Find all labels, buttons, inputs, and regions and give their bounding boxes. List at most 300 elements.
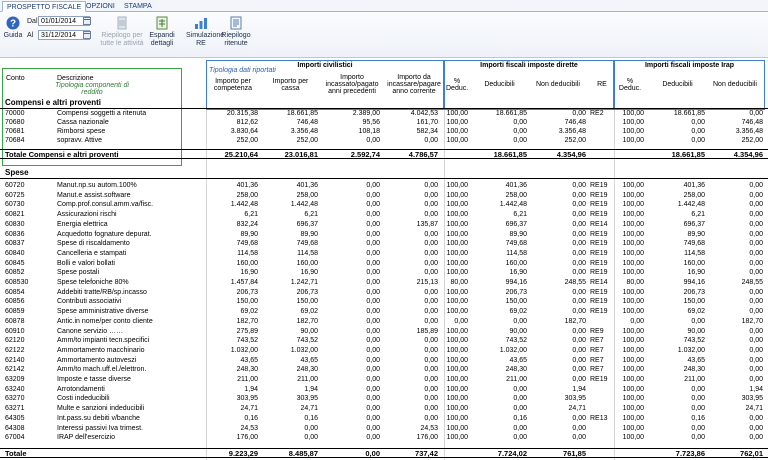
re-cell: RE19 <box>590 182 608 189</box>
cassa-cell: 0,00 <box>304 434 318 442</box>
non-deducibili-header: Non deducibili <box>536 81 580 88</box>
date-from-field[interactable]: 01/01/2014 <box>38 16 90 26</box>
incassato-cell: 108,18 <box>358 128 380 135</box>
daincassare-cell: 0,00 <box>424 288 438 296</box>
deducibili-cell: 0,00 <box>513 385 527 393</box>
deducibili-cell: 150,00 <box>505 298 527 306</box>
non-deducibili-irap-cell: 0,00 <box>749 249 763 257</box>
non-deducibili-irap-cell: 0,00 <box>749 220 763 228</box>
perc-irap-cell: 0,00 <box>630 317 644 325</box>
non-deducibili-cell: 0,00 <box>572 376 586 383</box>
table-row[interactable] <box>0 394 768 403</box>
incassato-cell: 0,00 <box>366 366 380 374</box>
table-row[interactable] <box>0 118 768 127</box>
table-row[interactable] <box>0 336 768 345</box>
conto-cell: 60852 <box>5 269 25 277</box>
table-row[interactable] <box>0 191 768 200</box>
expand-icon <box>155 16 169 30</box>
incassato-cell: 0,00 <box>366 279 380 286</box>
non-deducibili-irap-header: Non deducibili <box>713 81 757 88</box>
daincassare-cell: 0,00 <box>424 366 438 374</box>
cassa-cell: 303,95 <box>296 395 318 403</box>
perc-irap-cell: 100,00 <box>622 288 644 296</box>
table-row[interactable] <box>0 385 768 394</box>
espandi-dettagli-button[interactable] <box>148 16 176 48</box>
perc-cell: 100,00 <box>446 434 468 442</box>
conto-cell: 70680 <box>5 119 25 126</box>
civilistici-title: Importi civilistici <box>297 62 353 69</box>
non-deducibili-cell: 0,00 <box>572 308 586 316</box>
incassato-cell: 0,00 <box>366 327 380 335</box>
competenza-cell: 150,00 <box>236 298 258 306</box>
non-deducibili-cell: 0,00 <box>572 269 586 277</box>
competenza-cell: 401,36 <box>236 182 258 189</box>
non-deducibili-irap-cell: 252,00 <box>741 137 763 144</box>
non-deducibili-cell: 0,00 <box>572 356 586 364</box>
re-cell: RE19 <box>590 376 608 383</box>
deducibili-irap-cell: 1.032,00 <box>677 346 705 354</box>
perc-irap-header-1: % <box>626 78 634 85</box>
conto-cell: 60878 <box>5 317 25 325</box>
cassa-header-2: cassa <box>281 85 300 92</box>
conto-cell: 63209 <box>5 376 25 383</box>
descrizione-cell: Antic.in nome/per conto cliente <box>57 317 153 325</box>
incassato-cell: 0,00 <box>366 376 380 383</box>
deducibili-cell: 114,58 <box>506 249 527 257</box>
conto-cell: 62140 <box>5 356 25 364</box>
tot-deducibili-irap: 7.723,86 <box>675 449 705 458</box>
table-row[interactable] <box>0 220 768 229</box>
re-cell: RE19 <box>590 288 608 296</box>
dirette-title: Importi fiscali imposte dirette <box>480 62 578 69</box>
conto-cell: 62122 <box>5 346 25 354</box>
riepilogo-attivita-button[interactable] <box>97 16 147 48</box>
perc-irap-cell: 100,00 <box>622 298 644 306</box>
deducibili-irap-cell: 0,00 <box>691 405 705 413</box>
daincassare-cell: 0,00 <box>424 376 438 383</box>
perc-irap-cell: 100,00 <box>622 119 644 126</box>
table-row[interactable] <box>0 239 768 248</box>
incassato-header-1: Importo <box>340 74 364 81</box>
descrizione-cell: Costi indeducibili <box>57 395 110 403</box>
non-deducibili-irap-cell: 0,00 <box>749 240 763 248</box>
conto-cell: 63240 <box>5 385 25 393</box>
perc-irap-cell: 100,00 <box>622 137 644 144</box>
perc-cell: 100,00 <box>446 191 468 199</box>
deducibili-cell: 749,68 <box>505 240 527 248</box>
re-cell: RE13 <box>590 414 608 422</box>
cassa-cell: 1.032,00 <box>290 346 318 354</box>
descrizione-cell: Amm/to impianti tecn.specifici <box>57 337 150 345</box>
deducibili-irap-cell: 258,00 <box>683 191 705 199</box>
deducibili-cell: 0,00 <box>513 395 527 403</box>
non-deducibili-cell: 0,00 <box>572 366 586 374</box>
tab-opzioni[interactable]: OPZIONI <box>86 3 115 10</box>
perc-irap-cell: 100,00 <box>622 220 644 228</box>
table-row[interactable] <box>0 404 768 413</box>
conto-cell: 67004 <box>5 434 25 442</box>
perc-cell: 100,00 <box>446 201 468 209</box>
perc-irap-cell: 100,00 <box>622 356 644 364</box>
descrizione-cell: Amm/to mach.uff.el./elettron. <box>57 366 147 374</box>
daincassare-cell: 0,00 <box>424 346 438 354</box>
perc-cell: 100,00 <box>446 259 468 267</box>
totale-spese-row <box>0 448 768 458</box>
incassato-cell: 95,56 <box>362 119 380 126</box>
cassa-cell: 1.242,71 <box>290 279 318 286</box>
daincassare-cell: 0,00 <box>424 240 438 248</box>
perc-irap-cell: 100,00 <box>622 201 644 209</box>
tot-incassato: 0,00 <box>365 449 380 458</box>
perc-irap-cell: 100,00 <box>622 346 644 354</box>
perc-cell: 100,00 <box>446 376 468 383</box>
competenza-cell: 1.032,00 <box>230 346 258 354</box>
non-deducibili-cell: 0,00 <box>572 414 586 422</box>
non-deducibili-irap-cell: 0,00 <box>749 288 763 296</box>
simulation-icon <box>194 16 208 30</box>
table-row[interactable] <box>0 346 768 355</box>
competenza-cell: 24,71 <box>240 405 258 413</box>
conto-cell: 60836 <box>5 230 25 238</box>
tot-non-deducibili-irap: 762,01 <box>740 449 763 458</box>
perc-irap-header-2: Deduc. <box>618 85 642 92</box>
deducibili-irap-cell: 749,68 <box>683 240 705 248</box>
incassato-cell: 0,00 <box>366 240 380 248</box>
totale-label: Totale <box>5 449 27 458</box>
perc-cell: 100,00 <box>446 356 468 364</box>
re-cell: RE14 <box>590 279 608 286</box>
deducibili-cell: 1.032,00 <box>499 346 527 354</box>
daincassare-cell: 0,00 <box>424 317 438 325</box>
non-deducibili-irap-cell: 0,00 <box>749 259 763 267</box>
deducibili-cell: 258,00 <box>505 191 527 199</box>
descrizione-cell: Interessi passivi Iva trimest. <box>57 424 143 432</box>
non-deducibili-irap-cell: 182,70 <box>741 317 763 325</box>
descrizione-cell: sopravv. Attive <box>57 137 103 144</box>
guida-button[interactable] <box>3 16 23 40</box>
deducibili-cell: 696,37 <box>505 220 527 228</box>
daincassare-cell: 185,89 <box>416 327 438 335</box>
deducibili-irap-cell: 401,36 <box>683 182 705 189</box>
competenza-cell: 176,00 <box>236 434 258 442</box>
descrizione-cell: Comp.prof.consul.amm.va/fisc. <box>57 201 154 209</box>
re-cell: RE7 <box>590 337 604 345</box>
non-deducibili-irap-cell: 303,95 <box>741 395 763 403</box>
non-deducibili-cell: 0,00 <box>572 110 586 117</box>
descrizione-cell: Energia elettrica <box>57 220 108 228</box>
non-deducibili-irap-cell: 0,00 <box>749 182 763 189</box>
section-underline <box>0 178 768 179</box>
competenza-cell: 69,02 <box>240 308 258 316</box>
riepilogo-label-1: Riepilogo per <box>101 32 143 39</box>
incassato-cell: 0,00 <box>366 356 380 364</box>
re-cell: RE19 <box>590 240 608 248</box>
deducibili-cell: 16,90 <box>509 269 527 277</box>
perc-irap-cell: 100,00 <box>622 366 644 374</box>
deducibili-irap-cell: 0,00 <box>691 128 705 135</box>
perc-cell: 100,00 <box>446 269 468 277</box>
espandi-label-1: Espandi <box>149 32 175 39</box>
non-deducibili-irap-cell: 0,00 <box>749 191 763 199</box>
conto-cell: 60837 <box>5 240 25 248</box>
perc-irap-cell: 100,00 <box>622 110 644 117</box>
descrizione-cell: Int.pass.su debiti v/banche <box>57 414 140 422</box>
deducibili-irap-cell: 0,00 <box>691 424 705 432</box>
tab-prospetto-fiscale[interactable]: PROSPETTO FISCALE <box>2 1 86 12</box>
descrizione-cell: Addebiti tratte/RB/sp.incasso <box>57 288 147 296</box>
table-row[interactable] <box>0 200 768 209</box>
svg-text:?: ? <box>9 18 17 30</box>
deducibili-irap-cell: 90,00 <box>687 327 705 335</box>
incassato-cell: 0,00 <box>366 414 380 422</box>
tipologia-comp-line1: Tipologia componenti di <box>55 82 129 89</box>
perc-cell: 100,00 <box>446 337 468 345</box>
competenza-cell: 275,89 <box>236 327 258 335</box>
competenza-cell: 6,21 <box>244 211 258 219</box>
non-deducibili-irap-cell: 1,94 <box>749 385 763 393</box>
incassato-cell: 0,00 <box>366 317 380 325</box>
deducibili-cell: 248,30 <box>505 366 527 374</box>
cassa-cell: 258,00 <box>296 191 318 199</box>
daincassare-cell: 0,00 <box>424 308 438 316</box>
re-cell: RE9 <box>590 327 604 335</box>
cassa-cell: 160,00 <box>296 259 318 267</box>
non-deducibili-irap-cell: 0,00 <box>749 346 763 354</box>
descrizione-cell: Compensi soggetti a ritenuta <box>57 110 147 117</box>
non-deducibili-irap-cell: 0,00 <box>749 356 763 364</box>
tab-stampa[interactable]: STAMPA <box>124 3 152 10</box>
descrizione-cell: Imposte e tasse diverse <box>57 376 131 383</box>
table-row[interactable] <box>0 210 768 219</box>
daincassare-cell: 0,00 <box>424 414 438 422</box>
deducibili-irap-cell: 211,00 <box>684 376 705 383</box>
non-deducibili-cell: 0,00 <box>572 220 586 228</box>
competenza-cell: 24,53 <box>240 424 258 432</box>
perc-cell: 100,00 <box>446 298 468 306</box>
table-row[interactable] <box>0 259 768 268</box>
perc-cell: 80,00 <box>450 279 468 286</box>
cassa-cell: 16,90 <box>300 269 318 277</box>
deducibili-cell: 401,36 <box>505 182 527 189</box>
table-row[interactable] <box>0 414 768 423</box>
table-row[interactable] <box>0 278 768 287</box>
daincassare-cell: 0,00 <box>424 337 438 345</box>
deducibili-irap-cell: 69,02 <box>687 308 705 316</box>
daincassare-cell: 0,00 <box>424 385 438 393</box>
perc-irap-cell: 100,00 <box>622 308 644 316</box>
deducibili-irap-cell: 248,30 <box>683 366 705 374</box>
tot-deducibili: 18.661,85 <box>493 150 527 159</box>
tot-non-deducibili: 4.354,96 <box>556 150 586 159</box>
deducibili-irap-cell: 150,00 <box>683 298 705 306</box>
competenza-cell: 182,70 <box>236 317 258 325</box>
tot-competenza: 9.223,29 <box>228 449 258 458</box>
cassa-cell: 3.356,48 <box>290 128 318 135</box>
descrizione-cell: Cancelleria e stampati <box>57 249 127 257</box>
table-row[interactable] <box>0 424 768 433</box>
incassato-cell: 0,00 <box>366 259 380 267</box>
perc-cell: 100,00 <box>446 220 468 228</box>
descrizione-cell: Rimborsi spese <box>57 128 106 135</box>
table-row[interactable] <box>0 136 768 145</box>
deducibili-cell: 43,65 <box>509 356 527 364</box>
deducibili-irap-cell: 6,21 <box>691 211 705 219</box>
report-icon <box>229 16 243 30</box>
deducibili-irap-cell: 89,90 <box>687 230 705 238</box>
conto-cell: 60856 <box>5 298 25 306</box>
deducibili-cell: 211,00 <box>506 376 527 383</box>
deducibili-cell: 160,00 <box>505 259 527 267</box>
daincassare-cell: 582,34 <box>416 128 438 135</box>
non-deducibili-cell: 3.356,48 <box>558 128 586 135</box>
incassato-cell: 0,00 <box>366 230 380 238</box>
riepilogo-ritenute-button[interactable] <box>219 16 253 48</box>
perc-cell: 100,00 <box>446 414 468 422</box>
table-row[interactable] <box>0 356 768 365</box>
cassa-cell: 90,00 <box>300 327 318 335</box>
deducibili-irap-cell: 0,00 <box>691 395 705 403</box>
competenza-cell: 743,52 <box>236 337 258 345</box>
non-deducibili-irap-cell: 248,55 <box>741 279 763 286</box>
incassato-header-2: incassato/pagato <box>325 81 379 88</box>
table-row[interactable] <box>0 249 768 258</box>
perc-irap-cell: 100,00 <box>622 414 644 422</box>
cassa-cell: 69,02 <box>300 308 318 316</box>
conto-cell: 64305 <box>5 414 25 422</box>
non-deducibili-cell: 0,00 <box>572 211 586 219</box>
descrizione-cell: IRAP dell'esercizio <box>57 434 116 442</box>
non-deducibili-irap-cell: 0,00 <box>749 110 763 117</box>
competenza-cell: 211,00 <box>237 376 258 383</box>
deducibili-header: Deducibili <box>484 81 515 88</box>
conto-cell: 60859 <box>5 308 25 316</box>
descrizione-cell: Arrotondamenti <box>57 385 105 393</box>
non-deducibili-cell: 0,00 <box>572 201 586 209</box>
incassato-cell: 0,00 <box>366 137 380 144</box>
perc-irap-cell: 100,00 <box>622 259 644 267</box>
re-cell: RE19 <box>590 191 608 199</box>
perc-irap-cell: 100,00 <box>622 230 644 238</box>
perc-irap-cell: 100,00 <box>622 327 644 335</box>
non-deducibili-irap-cell: 0,00 <box>749 337 763 345</box>
incassato-cell: 0,00 <box>366 395 380 403</box>
non-deducibili-cell: 0,00 <box>572 240 586 248</box>
perc-irap-cell: 100,00 <box>622 424 644 432</box>
cassa-cell: 749,68 <box>296 240 318 248</box>
deducibili-irap-cell: 0,00 <box>691 434 705 442</box>
table-row[interactable] <box>0 181 768 190</box>
totale-compensi-row <box>0 149 768 159</box>
re-cell: RE2 <box>590 110 604 117</box>
deducibili-irap-cell: 206,73 <box>683 288 705 296</box>
competenza-cell: 1,94 <box>244 385 258 393</box>
conto-cell: 62142 <box>5 366 25 374</box>
deducibili-irap-cell: 0,00 <box>691 317 705 325</box>
conto-cell: 60910 <box>5 327 25 335</box>
cassa-cell: 24,71 <box>300 405 318 413</box>
descrizione-cell: Canone servizio …… <box>57 327 124 335</box>
tot-deducibili: 7.724,02 <box>497 449 527 458</box>
daincassare-cell: 0,00 <box>424 249 438 257</box>
conto-cell: 608530 <box>5 279 29 286</box>
perc-cell: 100,00 <box>446 182 468 189</box>
table-row[interactable] <box>0 127 768 136</box>
non-deducibili-irap-cell: 0,00 <box>749 376 763 383</box>
conto-cell: 63271 <box>5 405 25 413</box>
table-row[interactable] <box>0 109 768 118</box>
descrizione-cell: Spese telefoniche 80% <box>57 279 129 286</box>
calendar-to-icon[interactable] <box>83 31 91 39</box>
totale-label: Totale Compensi e altri proventi <box>5 150 119 159</box>
re-cell: RE19 <box>590 298 608 306</box>
table-row[interactable] <box>0 307 768 316</box>
deducibili-irap-cell: 0,16 <box>691 414 705 422</box>
table-row[interactable] <box>0 268 768 277</box>
conto-cell: 70684 <box>5 137 25 144</box>
table-row[interactable] <box>0 433 768 442</box>
competenza-cell: 206,73 <box>236 288 258 296</box>
non-deducibili-cell: 0,00 <box>572 346 586 354</box>
perc-cell: 100,00 <box>446 385 468 393</box>
daincassare-cell: 0,00 <box>424 259 438 267</box>
non-deducibili-cell: 0,00 <box>572 298 586 306</box>
daincassare-cell: 161,70 <box>416 119 438 126</box>
perc-irap-cell: 100,00 <box>622 211 644 219</box>
non-deducibili-cell: 303,95 <box>564 395 586 403</box>
simulazione-label-2: RE <box>196 40 206 47</box>
re-cell: RE19 <box>590 249 608 257</box>
perc-cell: 100,00 <box>446 327 468 335</box>
table-row[interactable] <box>0 327 768 336</box>
non-deducibili-cell: 24,71 <box>568 405 586 413</box>
re-cell: RE14 <box>590 220 608 228</box>
non-deducibili-irap-cell: 0,00 <box>749 211 763 219</box>
table-row[interactable] <box>0 230 768 239</box>
perc-irap-cell: 100,00 <box>622 191 644 199</box>
deducibili-cell: 0,00 <box>513 405 527 413</box>
competenza-cell: 0,16 <box>244 414 258 422</box>
incassato-cell: 0,00 <box>366 249 380 257</box>
table-row[interactable] <box>0 297 768 306</box>
incassato-cell: 0,00 <box>366 201 380 209</box>
competenza-cell: 43,65 <box>240 356 258 364</box>
date-to-field[interactable]: 31/12/2014 <box>38 30 90 40</box>
table-row[interactable] <box>0 317 768 326</box>
simulazione-re-button[interactable] <box>186 16 225 48</box>
perc-irap-cell: 100,00 <box>622 269 644 277</box>
non-deducibili-cell: 0,00 <box>572 230 586 238</box>
deducibili-cell: 743,52 <box>505 337 527 345</box>
deducibili-irap-cell: 696,37 <box>683 220 705 228</box>
non-deducibili-irap-cell: 0,00 <box>749 366 763 374</box>
perc-irap-cell: 80,00 <box>626 279 644 286</box>
calendar-from-icon[interactable] <box>83 17 91 25</box>
descrizione-cell: Spese di riscaldamento <box>57 240 130 248</box>
non-deducibili-irap-cell: 0,00 <box>749 414 763 422</box>
daincassare-cell: 215,13 <box>416 279 438 286</box>
table-row[interactable] <box>0 288 768 297</box>
deducibili-cell: 69,02 <box>509 308 527 316</box>
perc-cell: 100,00 <box>446 110 468 117</box>
table-row[interactable] <box>0 375 768 384</box>
section-spese-title: Spese <box>5 168 29 177</box>
non-deducibili-irap-cell: 0,00 <box>749 434 763 442</box>
perc-cell: 100,00 <box>446 424 468 432</box>
descrizione-header: Descrizione <box>57 75 94 82</box>
non-deducibili-irap-cell: 0,00 <box>749 201 763 209</box>
table-row[interactable] <box>0 365 768 374</box>
deducibili-cell: 0,00 <box>513 119 527 126</box>
